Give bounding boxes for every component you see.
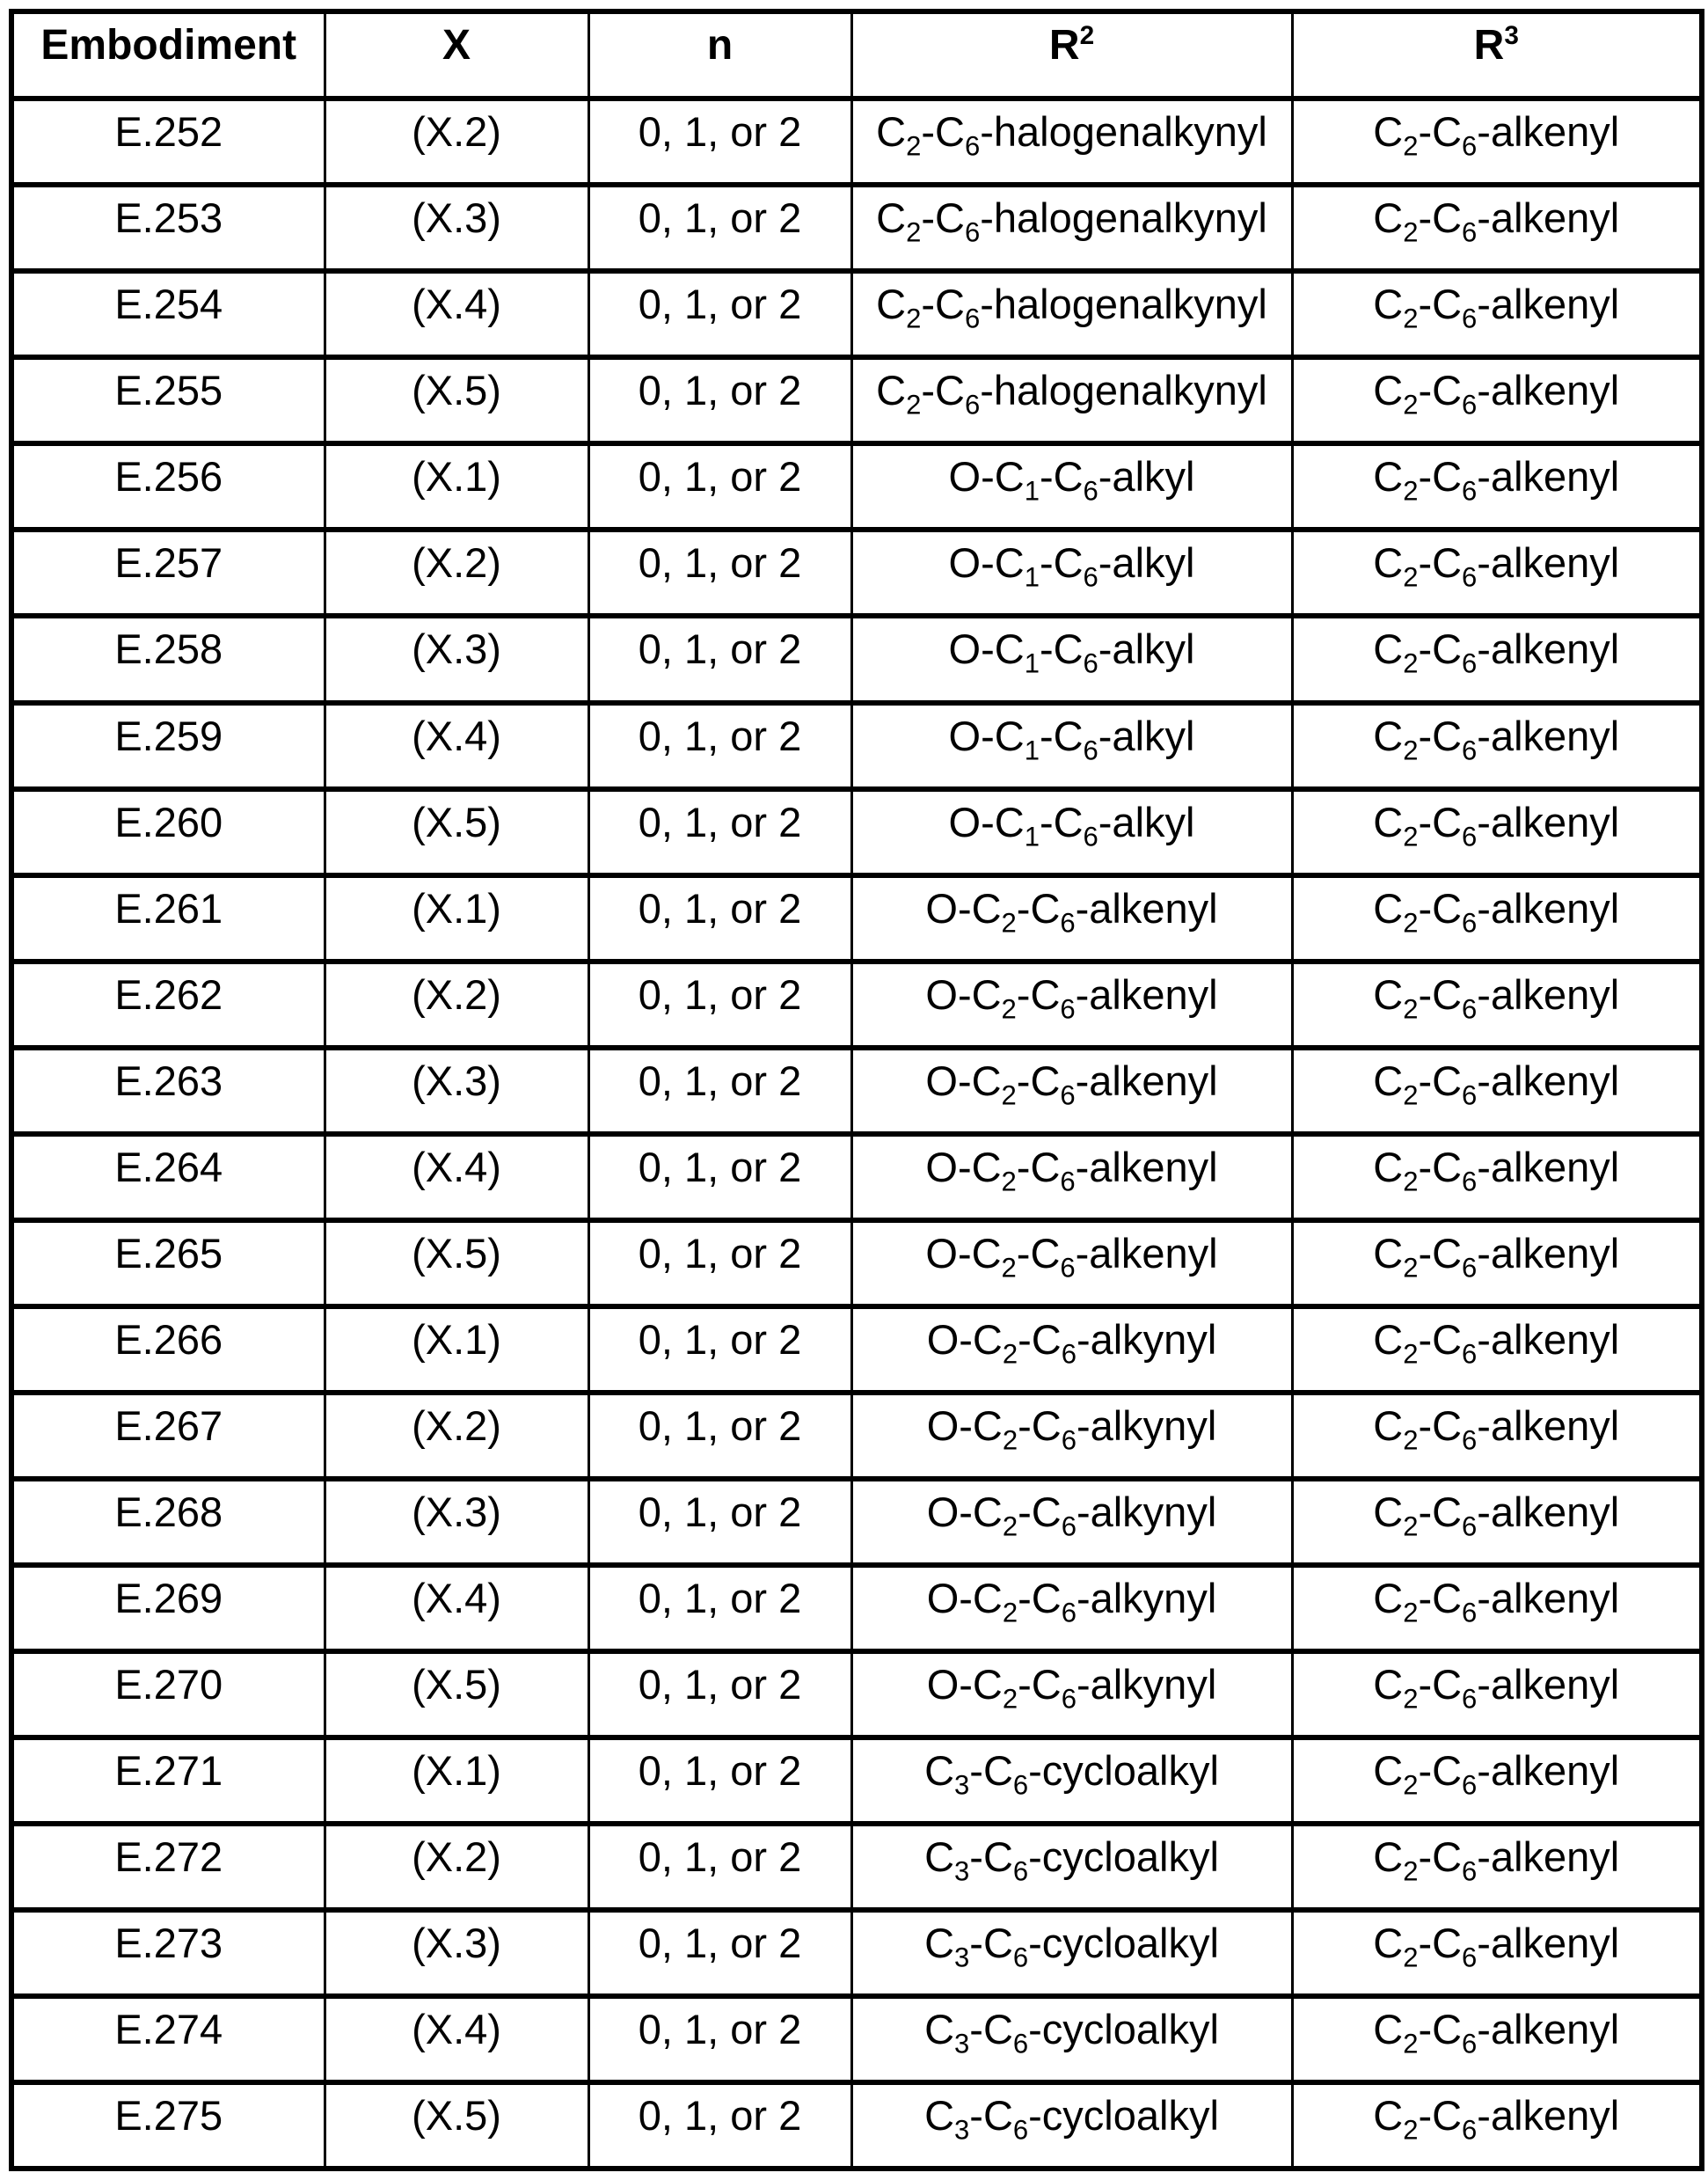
table-row (11, 703, 1702, 789)
cell-r3: $C_2-C_6$-alkenyl (1292, 530, 1702, 616)
cell-r2: $O-C_2-C_6$-alkenyl (851, 1048, 1292, 1134)
embodiments-table (9, 9, 1704, 2171)
cell-embodiment: E.267 (11, 1393, 325, 1479)
cell-n: 0, 1, or 2 (588, 1910, 851, 1996)
cell-embodiment: E.260 (11, 789, 325, 875)
cell-r3: $C_2-C_6$-alkenyl (1292, 1306, 1702, 1393)
cell-x: (X.3) (325, 1048, 588, 1134)
table-row (11, 1910, 1702, 1996)
cell-embodiment: E.264 (11, 1134, 325, 1220)
cell-r2: $O-C_2-C_6$-alkenyl (851, 1220, 1292, 1306)
table-row (11, 1996, 1702, 2082)
cell-embodiment: E.257 (11, 530, 325, 616)
cell-embodiment: E.256 (11, 443, 325, 530)
cell-n: 0, 1, or 2 (588, 962, 851, 1048)
cell-r3: $C_2-C_6$-alkenyl (1292, 1824, 1702, 1910)
cell-n: 0, 1, or 2 (588, 1220, 851, 1306)
cell-r2: $O-C_1-C_6$-alkyl (851, 789, 1292, 875)
cell-embodiment: E.269 (11, 1565, 325, 1651)
cell-r2: $C_3-C_6$-cycloalkyl (851, 1910, 1292, 1996)
cell-r3: $C_2-C_6$-alkenyl (1292, 1220, 1702, 1306)
table-row (11, 2082, 1702, 2169)
cell-x: (X.5) (325, 2082, 588, 2169)
cell-x: (X.2) (325, 530, 588, 616)
cell-r3: $C_2-C_6$-alkenyl (1292, 357, 1702, 443)
cell-embodiment: E.263 (11, 1048, 325, 1134)
cell-r3: $C_2-C_6$-alkenyl (1292, 1479, 1702, 1565)
cell-n: 0, 1, or 2 (588, 1737, 851, 1824)
cell-r2: $O-C_2-C_6$-alkynyl (851, 1479, 1292, 1565)
cell-n: 0, 1, or 2 (588, 1306, 851, 1393)
cell-n: 0, 1, or 2 (588, 1393, 851, 1479)
cell-x: (X.2) (325, 99, 588, 185)
cell-r3: $C_2-C_6$-alkenyl (1292, 875, 1702, 962)
cell-x: (X.3) (325, 1910, 588, 1996)
cell-n: 0, 1, or 2 (588, 1824, 851, 1910)
cell-x: (X.4) (325, 1565, 588, 1651)
cell-r2: $C_3-C_6$-cycloalkyl (851, 1737, 1292, 1824)
cell-x: (X.1) (325, 1306, 588, 1393)
table-row (11, 1824, 1702, 1910)
cell-x: (X.5) (325, 1651, 588, 1737)
cell-embodiment: E.268 (11, 1479, 325, 1565)
table-row (11, 530, 1702, 616)
table-row (11, 789, 1702, 875)
cell-r2: $O-C_2-C_6$-alkenyl (851, 962, 1292, 1048)
table-row (11, 271, 1702, 357)
cell-n: 0, 1, or 2 (588, 443, 851, 530)
cell-r2: $O-C_1-C_6$-alkyl (851, 530, 1292, 616)
cell-x: (X.4) (325, 1996, 588, 2082)
table-row (11, 1134, 1702, 1220)
header-r2: $R^2$ (851, 11, 1292, 99)
cell-x: (X.1) (325, 443, 588, 530)
cell-embodiment: E.274 (11, 1996, 325, 2082)
cell-x: (X.3) (325, 185, 588, 271)
cell-x: (X.4) (325, 1134, 588, 1220)
cell-n: 0, 1, or 2 (588, 789, 851, 875)
table-row (11, 875, 1702, 962)
cell-x: (X.1) (325, 1737, 588, 1824)
cell-r3: $C_2-C_6$-alkenyl (1292, 1048, 1702, 1134)
table-row (11, 1048, 1702, 1134)
cell-r2: $C_2-C_6$-halogenalkynyl (851, 185, 1292, 271)
header-r3: $R^3$ (1292, 11, 1702, 99)
cell-r2: $C_3-C_6$-cycloalkyl (851, 2082, 1292, 2169)
table-row (11, 1651, 1702, 1737)
table-row (11, 962, 1702, 1048)
cell-embodiment: E.253 (11, 185, 325, 271)
cell-x: (X.2) (325, 1393, 588, 1479)
header-row (11, 11, 1702, 99)
cell-x: (X.5) (325, 1220, 588, 1306)
cell-embodiment: E.265 (11, 1220, 325, 1306)
cell-r2: $O-C_2-C_6$-alkynyl (851, 1651, 1292, 1737)
table-row (11, 185, 1702, 271)
cell-r2: $O-C_2-C_6$-alkenyl (851, 1134, 1292, 1220)
table-row (11, 1220, 1702, 1306)
table-row (11, 443, 1702, 530)
table-body (11, 99, 1702, 2169)
cell-embodiment: E.266 (11, 1306, 325, 1393)
cell-r3: $C_2-C_6$-alkenyl (1292, 616, 1702, 702)
cell-r3: $C_2-C_6$-alkenyl (1292, 99, 1702, 185)
cell-embodiment: E.273 (11, 1910, 325, 1996)
cell-r3: $C_2-C_6$-alkenyl (1292, 1134, 1702, 1220)
cell-r3: $C_2-C_6$-alkenyl (1292, 703, 1702, 789)
cell-r3: $C_2-C_6$-alkenyl (1292, 185, 1702, 271)
cell-n: 0, 1, or 2 (588, 530, 851, 616)
cell-n: 0, 1, or 2 (588, 1479, 851, 1565)
table-row (11, 1565, 1702, 1651)
cell-x: (X.1) (325, 875, 588, 962)
header-n: n (588, 11, 851, 99)
cell-embodiment: E.272 (11, 1824, 325, 1910)
cell-r2: $O-C_2-C_6$-alkynyl (851, 1393, 1292, 1479)
cell-r3: $C_2-C_6$-alkenyl (1292, 962, 1702, 1048)
table-header (11, 11, 1702, 99)
cell-n: 0, 1, or 2 (588, 616, 851, 702)
cell-x: (X.5) (325, 789, 588, 875)
cell-r2: $C_3-C_6$-cycloalkyl (851, 1996, 1292, 2082)
cell-n: 0, 1, or 2 (588, 99, 851, 185)
cell-r3: $C_2-C_6$-alkenyl (1292, 271, 1702, 357)
cell-r3: $C_2-C_6$-alkenyl (1292, 1996, 1702, 2082)
cell-r2: $O-C_1-C_6$-alkyl (851, 616, 1292, 702)
cell-embodiment: E.261 (11, 875, 325, 962)
cell-n: 0, 1, or 2 (588, 1565, 851, 1651)
cell-embodiment: E.262 (11, 962, 325, 1048)
cell-r2: $C_2-C_6$-halogenalkynyl (851, 271, 1292, 357)
header-embodiment: Embodiment (11, 11, 325, 99)
cell-r2: $O-C_1-C_6$-alkyl (851, 443, 1292, 530)
table-row (11, 1479, 1702, 1565)
cell-r2: $O-C_1-C_6$-alkyl (851, 703, 1292, 789)
cell-n: 0, 1, or 2 (588, 1134, 851, 1220)
cell-r3: $C_2-C_6$-alkenyl (1292, 1565, 1702, 1651)
cell-embodiment: E.255 (11, 357, 325, 443)
cell-r2: $O-C_2-C_6$-alkynyl (851, 1565, 1292, 1651)
cell-r3: $C_2-C_6$-alkenyl (1292, 789, 1702, 875)
table-row (11, 357, 1702, 443)
cell-r3: $C_2-C_6$-alkenyl (1292, 1651, 1702, 1737)
cell-x: (X.4) (325, 271, 588, 357)
cell-n: 0, 1, or 2 (588, 185, 851, 271)
cell-x: (X.5) (325, 357, 588, 443)
table-row (11, 616, 1702, 702)
cell-embodiment: E.252 (11, 99, 325, 185)
cell-r2: $O-C_2-C_6$-alkynyl (851, 1306, 1292, 1393)
cell-n: 0, 1, or 2 (588, 1651, 851, 1737)
cell-n: 0, 1, or 2 (588, 703, 851, 789)
table-row (11, 1393, 1702, 1479)
cell-r3: $C_2-C_6$-alkenyl (1292, 1393, 1702, 1479)
cell-n: 0, 1, or 2 (588, 875, 851, 962)
cell-r2: $C_2-C_6$-halogenalkynyl (851, 357, 1292, 443)
cell-r3: $C_2-C_6$-alkenyl (1292, 443, 1702, 530)
cell-x: (X.3) (325, 1479, 588, 1565)
cell-r2: $C_3-C_6$-cycloalkyl (851, 1824, 1292, 1910)
cell-n: 0, 1, or 2 (588, 1996, 851, 2082)
cell-embodiment: E.259 (11, 703, 325, 789)
cell-n: 0, 1, or 2 (588, 357, 851, 443)
cell-embodiment: E.254 (11, 271, 325, 357)
cell-r2: $O-C_2-C_6$-alkenyl (851, 875, 1292, 962)
header-x: X (325, 11, 588, 99)
cell-n: 0, 1, or 2 (588, 271, 851, 357)
cell-r3: $C_2-C_6$-alkenyl (1292, 2082, 1702, 2169)
cell-x: (X.4) (325, 703, 588, 789)
cell-embodiment: E.270 (11, 1651, 325, 1737)
cell-r2: $C_2-C_6$-halogenalkynyl (851, 99, 1292, 185)
cell-x: (X.3) (325, 616, 588, 702)
cell-embodiment: E.275 (11, 2082, 325, 2169)
cell-r3: $C_2-C_6$-alkenyl (1292, 1737, 1702, 1824)
cell-n: 0, 1, or 2 (588, 2082, 851, 2169)
table-row (11, 1306, 1702, 1393)
cell-n: 0, 1, or 2 (588, 1048, 851, 1134)
table-row (11, 99, 1702, 185)
table-row (11, 1737, 1702, 1824)
cell-r3: $C_2-C_6$-alkenyl (1292, 1910, 1702, 1996)
cell-embodiment: E.258 (11, 616, 325, 702)
cell-x: (X.2) (325, 962, 588, 1048)
cell-x: (X.2) (325, 1824, 588, 1910)
cell-embodiment: E.271 (11, 1737, 325, 1824)
